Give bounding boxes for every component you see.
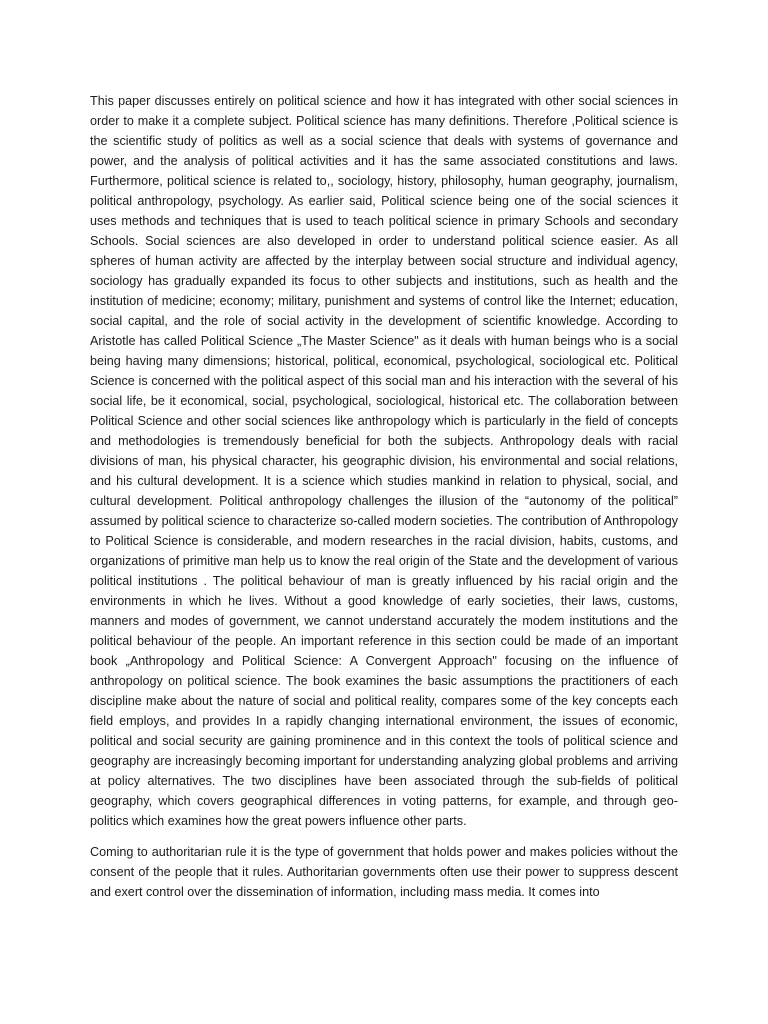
paragraph-authoritarian-rule: Coming to authoritarian rule it is the type of government that holds power and makes policies without the consent of the people that it rules. Authoritarian governments often use their power to suppress descent and exert control over the dissemination of information, including mass media. It comes into bbox=[90, 845, 678, 899]
paragraph-political-science-intro: This paper discusses entirely on political science and how it has integrated with other social sciences in order to make it a complete subject. Political science has many definitions. Therefore ,Political science is the scientific study of politics as well as a social science that deals with systems of governance and power, and the analysis of political activities and it has the same associated constitutions and laws. Furthermore, political science is related to,, sociology, history, philosophy, human geography, journalism, political anthropology, psychology. As earlier said, Political science being one of the social sciences it uses methods and techniques that is used to teach political science in primary Schools and secondary Schools. Social sciences are also developed in order to understand political science easier. As all spheres of human activity are affected by the interplay between social structure and individual agency, sociology has gradually expanded its focus to other subjects and institutions, such as health and the institution of medicine; economy; military, punishment and systems of control like the Internet; education, social capital, and the role of social activity in the development of scientific knowledge. According to Aristotle has called Political Science „The Master Science" as it deals with human beings who is a social being having many dimensions; historical, political, economical, psychological, sociological etc. Political Science is concerned with the political aspect of this social man and his interaction with the several of his social life, be it economical, social, psychological, sociological, historical etc. The collaboration between Political Science and other social sciences like anthropology which is particularly in the field of concepts and methodologies is tremendously beneficial for both the subjects. Anthropology deals with racial divisions of man, his physical character, his geographic division, his environmental and social relations, and his cultural development. It is a science which studies mankind in relation to physical, social, and cultural development. Political anthropology challenges the illusion of the “autonomy of the political” assumed by political science to characterize so-called modern societies. The contribution of Anthropology to Political Science is considerable, and modern researches in the racial division, habits, customs, and organizations of primitive man help us to know the real origin of the State and the development of various political institutions . The political behaviour of man is greatly influenced by his racial origin and the environments in which he lives. Without a good knowledge of early societies, their laws, customs, manners and modes of government, we cannot understand accurately the modem institutions and the political behaviour of the people. An important reference in this section could be made of an important book „Anthropology and Political Science: A Convergent Approach" focusing on the influence of anthropology on political science. The book examines the basic assumptions the practitioners of each discipline make about the nature of social and political reality, compares some of the key concepts each field employs, and provides In a rapidly changing international environment, the issues of economic, political and social security are gaining prominence and in this context the tools of political science and geography are increasingly becoming important for understanding analyzing global problems and arriving at policy alternatives. The two disciplines have been associated through the sub-fields of political geography, which covers geographical differences in voting patterns, for example, and through geo-politics which examines how the great powers influence other parts. bbox=[90, 94, 678, 828]
document-body bbox=[90, 91, 678, 902]
